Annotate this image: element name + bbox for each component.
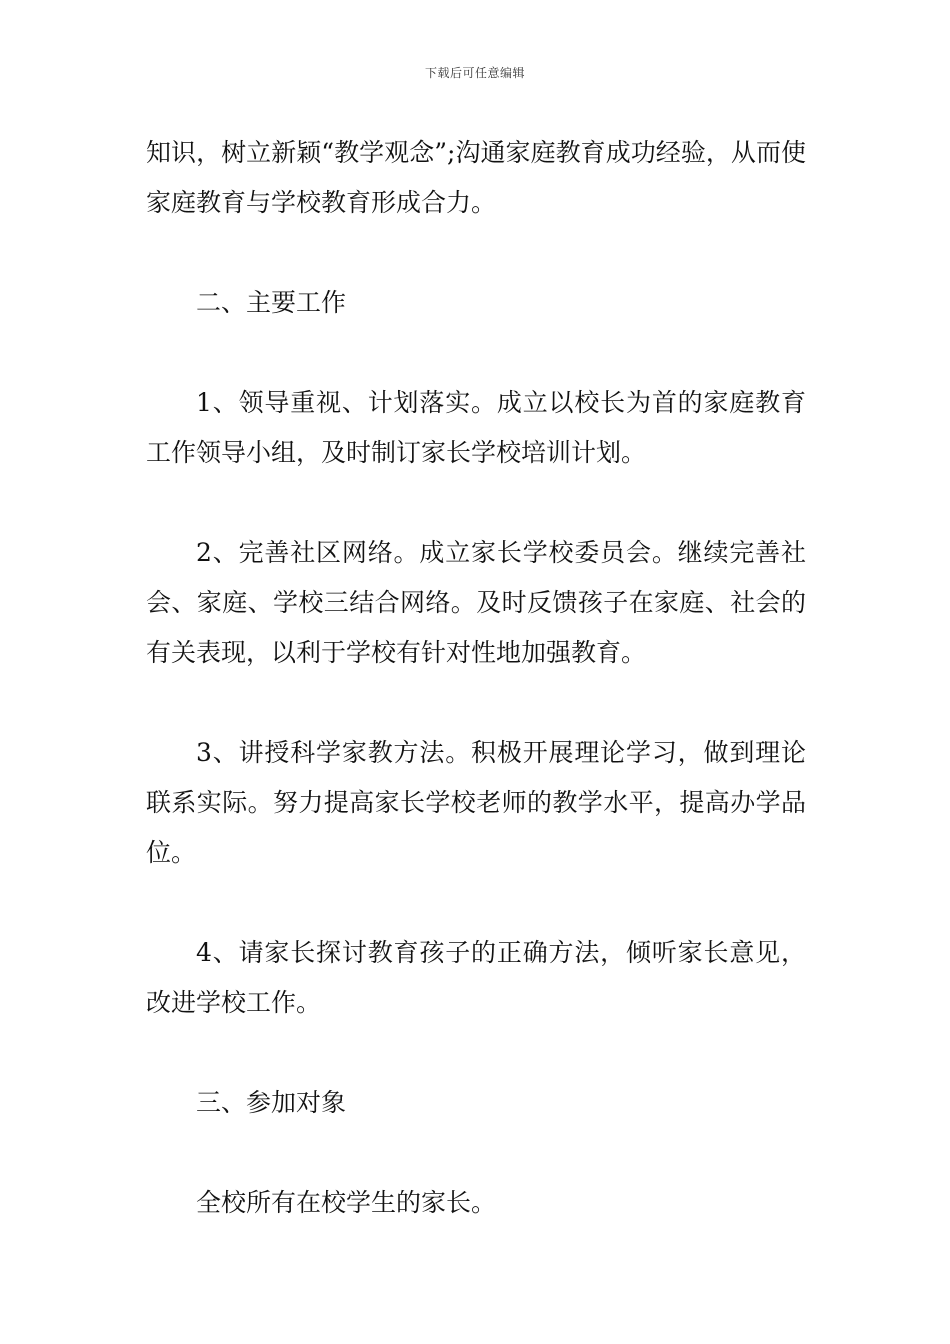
paragraph-item-2: 2、完善社区网络。成立家长学校委员会。继续完善社会、家庭、学校三结合网络。及时反馈孩子在家庭、社会的有关表现，以利于学校有针对性地加强教育。 xyxy=(146,538,806,667)
paragraph-gap xyxy=(146,678,806,728)
document-body xyxy=(146,128,806,1228)
paragraph-participants: 全校所有在校学生的家长。 xyxy=(196,1188,497,1217)
page-header-note: 下载后可任意编辑 xyxy=(424,66,525,80)
paragraph-gap xyxy=(146,1028,806,1078)
paragraph-gap xyxy=(146,328,806,378)
paragraph-gap xyxy=(146,1128,806,1178)
section-heading-participants: 三、参加对象 xyxy=(196,1088,347,1117)
paragraph-gap xyxy=(146,878,806,928)
paragraph-continuation: 知识，树立新颖“教学观念”;沟通家庭教育成功经验，从而使家庭教育与学校教育形成合力。 xyxy=(146,138,806,217)
paragraph-gap xyxy=(146,228,806,278)
paragraph-item-3: 3、讲授科学家教方法。积极开展理论学习，做到理论联系实际。努力提高家长学校老师的教学水平，提高办学品位。 xyxy=(146,738,806,867)
paragraph-item-4: 4、请家长探讨教育孩子的正确方法，倾听家长意见，改进学校工作。 xyxy=(146,938,806,1017)
paragraph-gap xyxy=(146,478,806,528)
section-heading-main-work: 二、主要工作 xyxy=(196,288,347,317)
paragraph-item-1: 1、领导重视、计划落实。成立以校长为首的家庭教育工作领导小组，及时制订家长学校培训计划。 xyxy=(146,388,806,467)
